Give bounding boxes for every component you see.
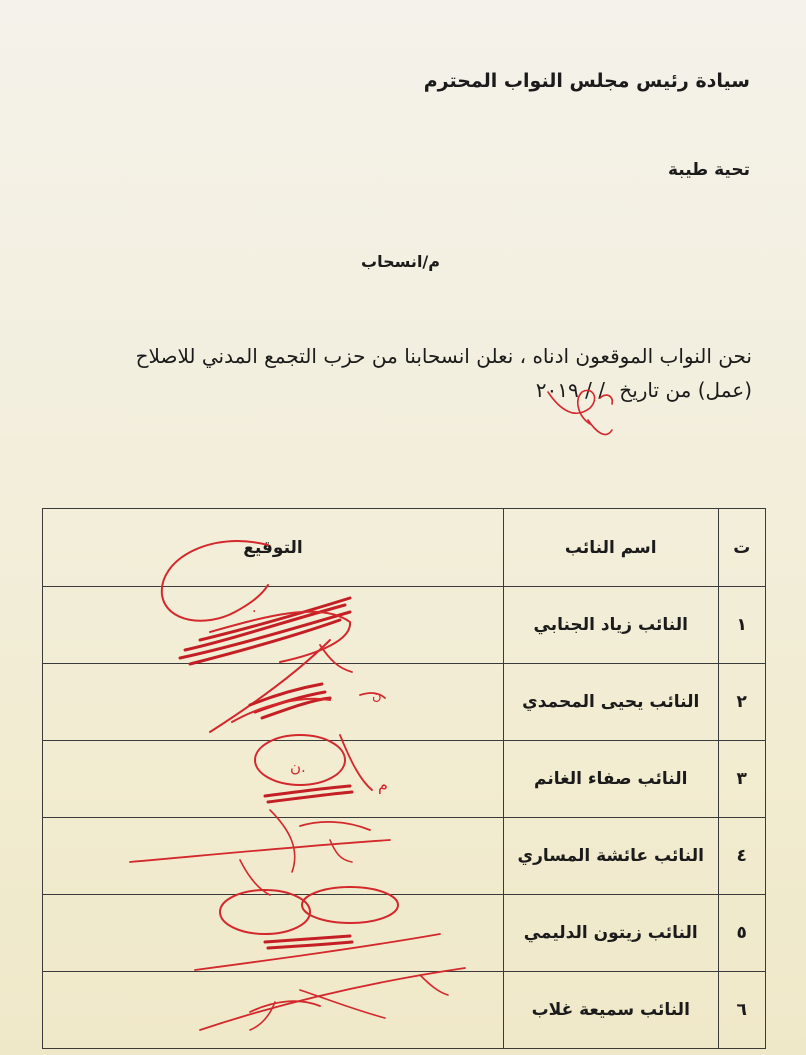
date-prefix: (عمل) من تاريخ [619, 378, 752, 402]
member-name: النائب زيتون الدليمي [503, 895, 718, 972]
signature-cell [43, 587, 504, 664]
table-row [43, 587, 766, 664]
signature-cell [43, 818, 504, 895]
table-header-row [43, 509, 766, 587]
table-row [43, 818, 766, 895]
signature-cell [43, 895, 504, 972]
row-number: ١ [718, 587, 766, 664]
row-number: ٤ [718, 818, 766, 895]
svg-text:م: م [378, 775, 388, 794]
member-name: النائب زياد الجنابي [503, 587, 718, 664]
header-number: ت [718, 509, 766, 587]
body-line-2 [536, 378, 752, 402]
row-number: ٢ [718, 664, 766, 741]
greeting-line: تحية طيبة [667, 160, 750, 180]
signature-cell [43, 972, 504, 1049]
header-signature: التوقيع [43, 509, 504, 587]
row-number: ٥ [718, 895, 766, 972]
body-line-1: نحن النواب الموقعون ادناه ، نعلن انسحابنا من حزب التجمع المدني للاصلاح [135, 344, 752, 368]
member-name: النائب سميعة غلاب [503, 972, 718, 1049]
row-number: ٦ [718, 972, 766, 1049]
member-name: النائب عائشة المساري [503, 818, 718, 895]
signature-cell [43, 664, 504, 741]
table-row [43, 741, 766, 818]
signature-cell [43, 741, 504, 818]
svg-text:.: . [252, 600, 257, 616]
svg-text:ن.: ن. [290, 758, 306, 776]
table-row [43, 664, 766, 741]
member-name: النائب صفاء الغانم [503, 741, 718, 818]
addressee-line: سيادة رئيس مجلس النواب المحترم [423, 70, 750, 92]
subject-line: م/انسحاب [361, 252, 440, 271]
svg-text:ن: ن [372, 689, 382, 704]
header-name: اسم النائب [503, 509, 718, 587]
table-row [43, 895, 766, 972]
printed-date: / / ٢٠١٩ [535, 378, 605, 402]
row-number: ٣ [718, 741, 766, 818]
signers-table [42, 508, 766, 1049]
table-row [43, 972, 766, 1049]
member-name: النائب يحيى المحمدي [503, 664, 718, 741]
